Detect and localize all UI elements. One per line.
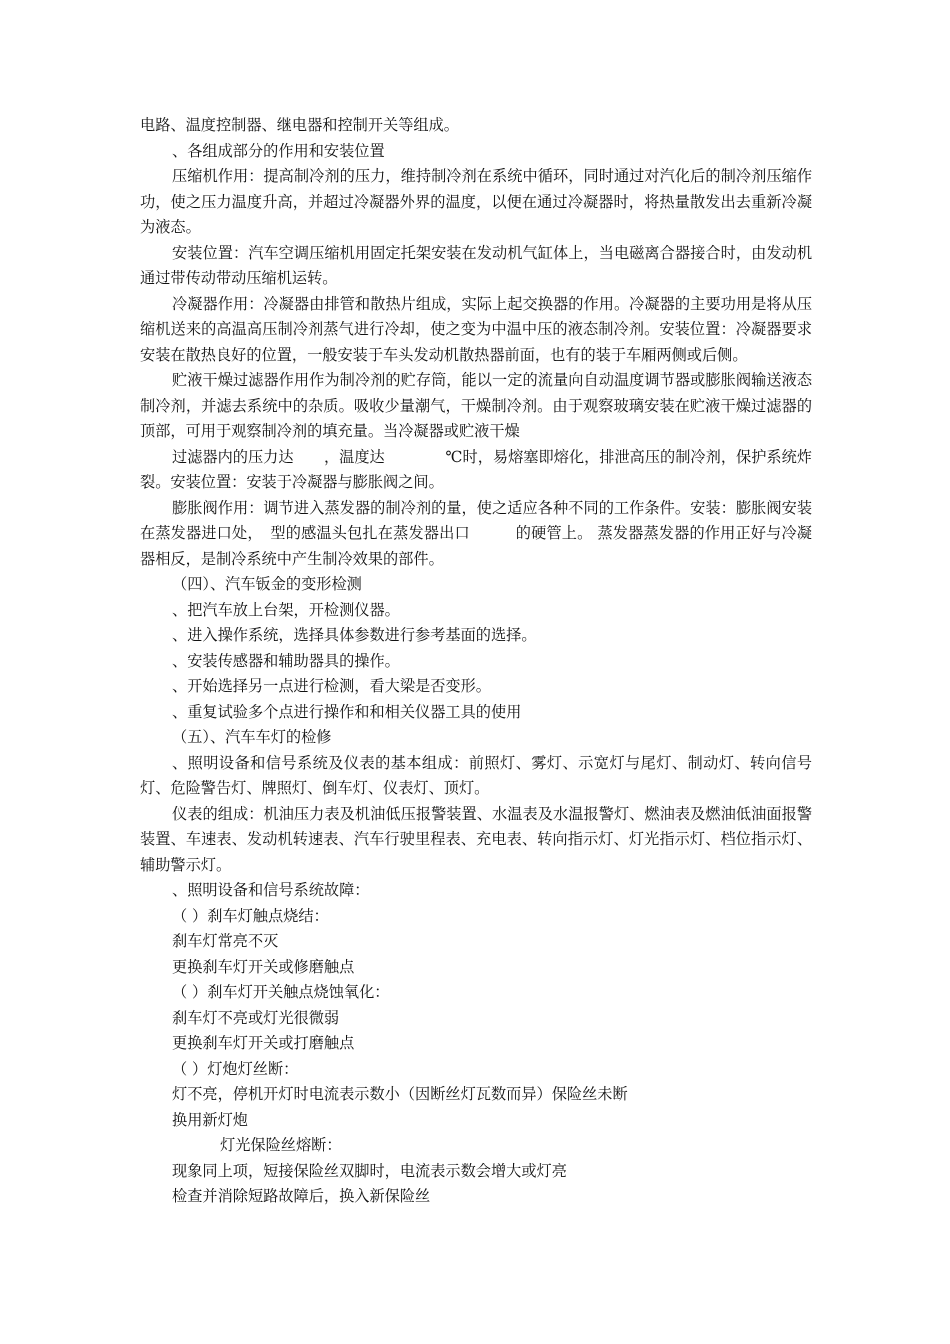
paragraph: 贮液干燥过滤器作用作为制冷剂的贮存筒，能以一定的流量向自动温度调节器或膨胀阀输送液态制冷剂，并滤去系统中的杂质。吸收少量潮气，干燥制冷剂。由于观察玻璃安装在贮液干燥过滤器的顶部，可用于观察制冷剂的填充量。当冷凝器或贮液干燥 xyxy=(140,371,812,440)
list-item: 刹车灯不亮或灯光很微弱 xyxy=(172,1008,340,1027)
list-item: （ ）刹车灯开关触点烧蚀氧化： xyxy=(172,983,390,1001)
list-item: 更换刹车灯开关或修磨触点 xyxy=(172,957,355,976)
list-item: （ ）刹车灯触点烧结： xyxy=(172,906,329,925)
list-item: 现象同上项，短接保险丝双脚时，电流表示数会增大或灯亮 xyxy=(172,1161,567,1180)
paragraph: 压缩机作用：提高制冷剂的压力，维持制冷剂在系统中循环，同时通过对汽化后的制冷剂压缩作功，使之压力温度升高，并超过冷凝器外界的温度，以便在通过冷凝器时，将热量散发出去重新冷凝为液态。 xyxy=(140,167,812,236)
paragraph: 冷凝器作用：冷凝器由排管和散热片组成，实际上起交换器的作用。冷凝器的主要功用是将从压缩机送来的高温高压制冷剂蒸气进行冷却，使之变为中温中压的液态制冷剂。安装位置：冷凝器要求安装在散热良好的位置，一般安装于车头发动机散热器前面，也有的装于车厢两侧或后侧。 xyxy=(140,294,812,364)
list-item: 、开始选择另一点进行检测，看大梁是否变形。 xyxy=(172,677,491,695)
section-heading: （五）、汽车车灯的检修 xyxy=(172,728,332,746)
paragraph: 安装位置：汽车空调压缩机用固定托架安装在发动机气缸体上，当电磁离合器接合时，由发动机通过带传动带动压缩机运转。 xyxy=(140,243,812,287)
paragraph: 、各组成部分的作用和安装位置 xyxy=(172,141,385,160)
list-item: 、把汽车放上台架，开检测仪器。 xyxy=(172,600,400,619)
list-item: （ ）灯炮灯丝断： xyxy=(172,1059,299,1078)
section-heading: （四）、汽车钣金的变形检测 xyxy=(172,575,362,593)
list-item: 、照明设备和信号系统故障： xyxy=(172,881,370,899)
list-item: 、重复试验多个点进行操作和和相关仪器工具的使用 xyxy=(172,702,522,721)
paragraph: 电路、温度控制器、继电器和控制开关等组成。 xyxy=(140,116,459,134)
list-item: 检查并消除短路故障后，换入新保险丝 xyxy=(172,1187,431,1205)
list-item: 更换刹车灯开关或打磨触点 xyxy=(172,1034,355,1052)
paragraph: 过滤器内的压力达 ，温度达 ℃时，易熔塞即熔化，排泄高压的制冷剂，保护系统炸裂。安装位置：安装于冷凝器与膨胀阀之间。 xyxy=(140,447,812,491)
list-item: 灯不亮，停机开灯时电流表示数小（因断丝灯瓦数而异）保险丝未断 xyxy=(172,1085,628,1103)
list-item: 灯光保险丝熔断： xyxy=(220,1136,342,1154)
document-body xyxy=(140,113,812,1210)
paragraph: 仪表的组成：机油压力表及机油低压报警装置、水温表及水温报警灯、燃油表及燃油低油面报警装置、车速表、发动机转速表、汽车行驶里程表、充电表、转向指示灯、灯光指示灯、档位指示灯、辅助警示灯。 xyxy=(140,804,812,874)
paragraph: 、照明设备和信号系统及仪表的基本组成：前照灯、雾灯、示宽灯与尾灯、制动灯、转向信号灯、危险警告灯、牌照灯、倒车灯、仪表灯、顶灯。 xyxy=(140,753,812,797)
paragraph: 膨胀阀作用：调节进入蒸发器的制冷剂的量，使之适应各种不同的工作条件。安装：膨胀阀安装在蒸发器进口处， 型的感温头包扎在蒸发器出口 的硬管上。 蒸发器蒸发器的作用正好与冷凝器相反，是制冷系统中产生制冷效果的部件。 xyxy=(140,498,812,568)
list-item: 、安装传感器和辅助器具的操作。 xyxy=(172,651,400,670)
list-item: 换用新灯炮 xyxy=(172,1110,248,1129)
list-item: 刹车灯常亮不灭 xyxy=(172,932,279,950)
list-item: 、进入操作系统，选择具体参数进行参考基面的选择。 xyxy=(172,626,537,644)
